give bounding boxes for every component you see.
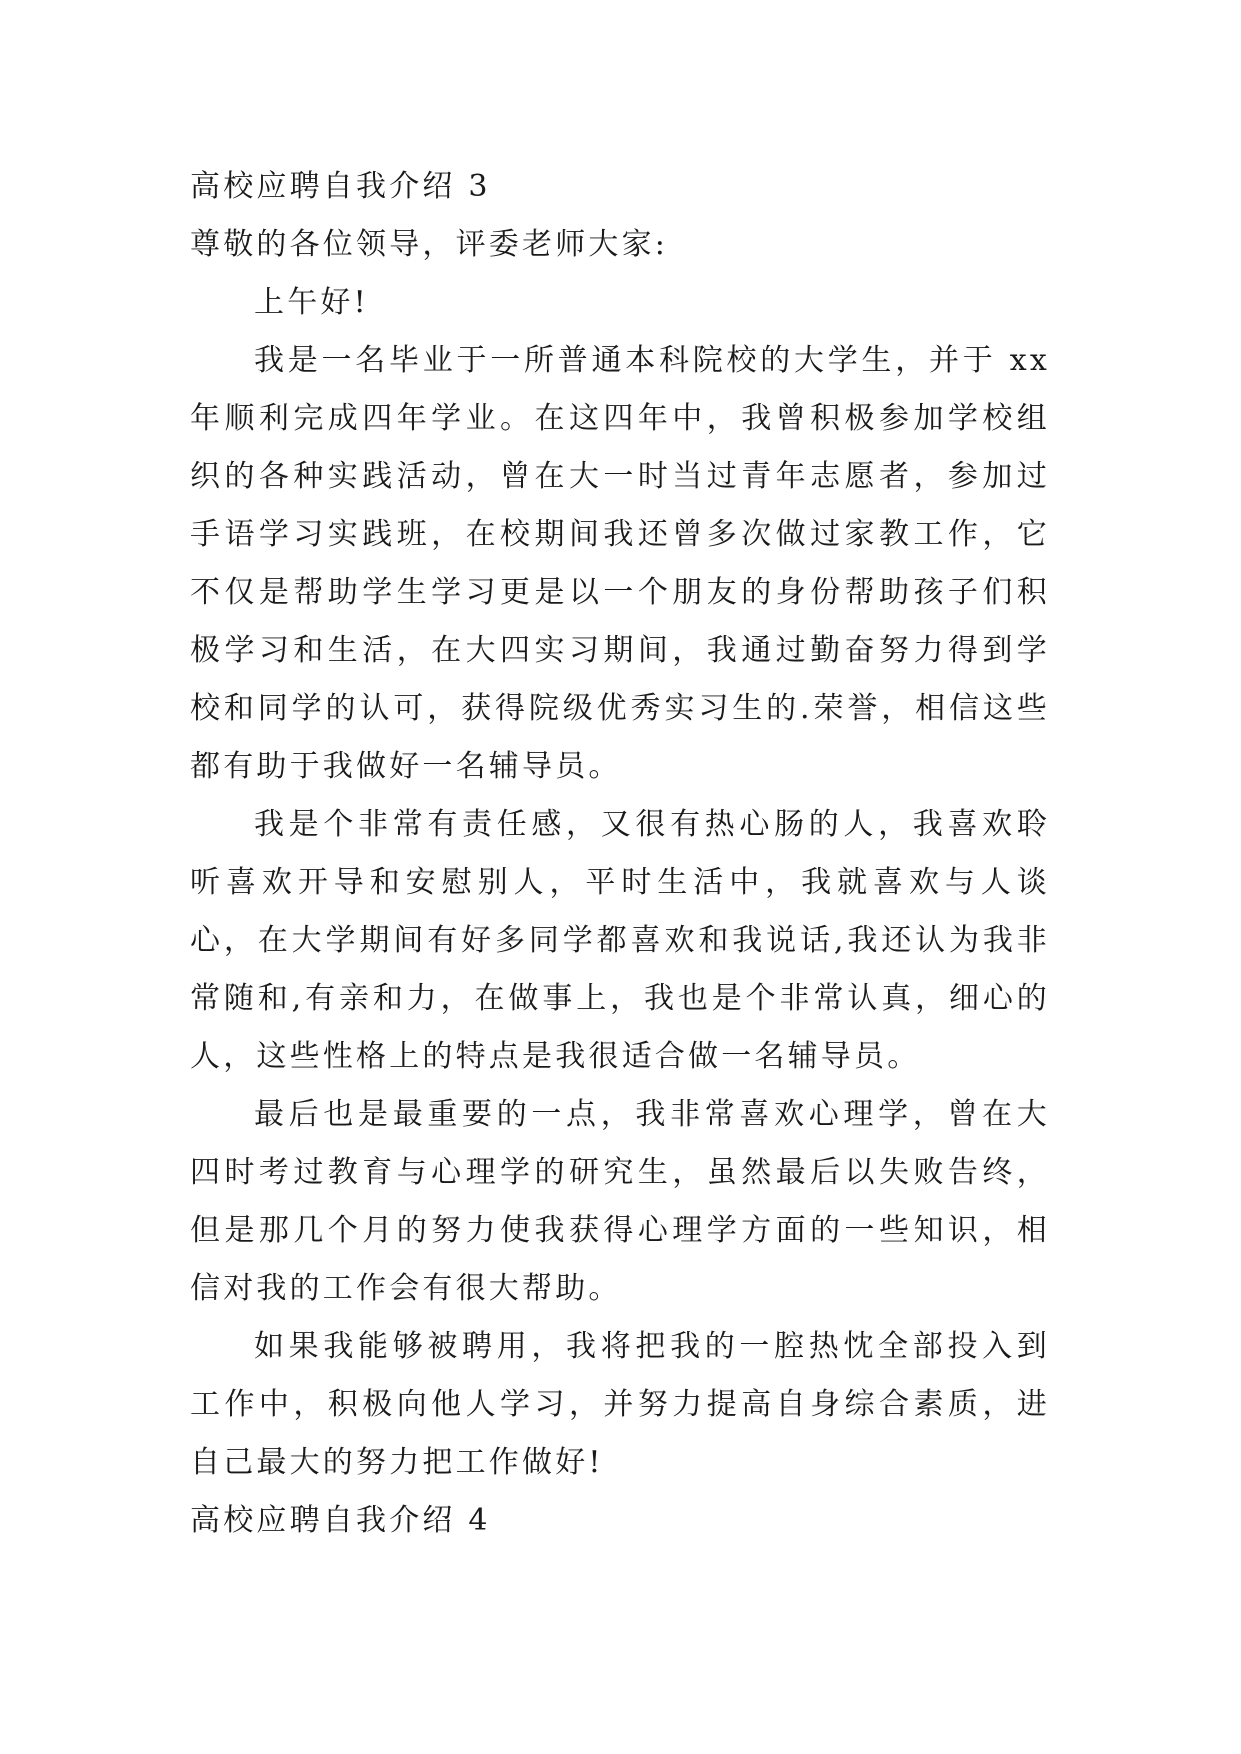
paragraph-greeting: 上午好!	[254, 285, 369, 320]
salutation: 尊敬的各位领导，评委老师大家:	[190, 227, 669, 262]
paragraph-psychology: 最后也是最重要的一点，我非常喜欢心理学，曾在大四时考过教育与心理学的研究生，虽然最后以失败告终，但是那几个月的努力使我获得心理学方面的一些知识，相信对我的工作会有很大帮助。	[190, 1097, 1050, 1306]
paragraph-background: 我是一名毕业于一所普通本科院校的大学生，并于 xx 年顺利完成四年学业。在这四年中，我曾积极参加学校组织的各种实践活动，曾在大一时当过青年志愿者，参加过手语学习实践班，在校期间我还曾多次做过家教工作，它不仅是帮助学生学习更是以一个朋友的身份帮助孩子们积极学习和生活，在大四实习期间，我通过勤奋努力得到学校和同学的认可，获得院级优秀实习生的.荣誉，相信这些都有助于我做好一名辅导员。	[190, 343, 1050, 784]
document-body	[190, 158, 1050, 1550]
section-heading-4: 高校应聘自我介绍 4	[190, 1503, 491, 1538]
paragraph-personality: 我是个非常有责任感，又很有热心肠的人，我喜欢聆听喜欢开导和安慰别人，平时生活中，我就喜欢与人谈心，在大学期间有好多同学都喜欢和我说话,我还认为我非常随和,有亲和力，在做事上，我也是个非常认真，细心的人，这些性格上的特点是我很适合做一名辅导员。	[190, 807, 1050, 1074]
paragraph-commitment: 如果我能够被聘用，我将把我的一腔热忱全部投入到工作中，积极向他人学习，并努力提高自身综合素质，进自己最大的努力把工作做好!	[190, 1329, 1050, 1480]
section-heading-3: 高校应聘自我介绍 3	[190, 169, 491, 204]
